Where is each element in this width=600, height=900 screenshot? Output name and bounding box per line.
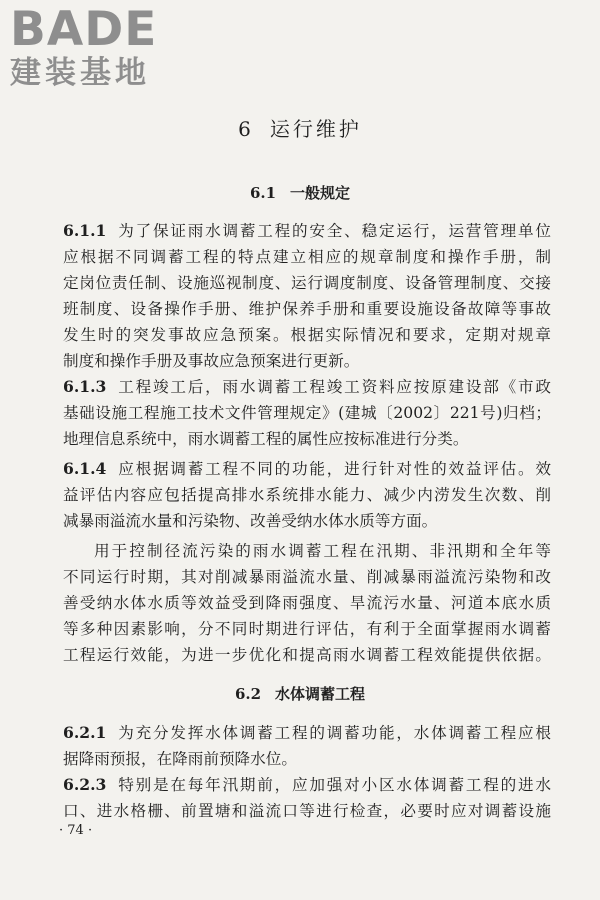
paragraph-text-line: 用于控制径流污染的雨水调蓄工程在汛期、非汛期和全年等 (94, 542, 551, 560)
chapter-heading (0, 113, 600, 142)
clause-text-line: 为了保证雨水调蓄工程的安全、稳定运行，运营管理单位 (116, 222, 551, 240)
clause-text-line: 为充分发挥水体调蓄工程的调蓄功能，水体调蓄工程应根 (116, 724, 551, 742)
section-title: 水体调蓄工程 (275, 685, 366, 703)
chapter-title: 运行维护 (269, 117, 362, 141)
clause-text-line: 特别是在每年汛期前，应加强对小区水体调蓄工程的进水 (116, 776, 551, 794)
logo-wordmark: BADE (10, 2, 158, 57)
bade-logo (10, 2, 180, 91)
clause-6-1-4 (63, 456, 551, 534)
clause-text-line: 基础设施工程施工技术文件管理规定》(建城〔2002〕221号)归档； (63, 404, 551, 422)
clause-text-line: 减暴雨溢流水量和污染物、改善受纳水体水质等方面。 (63, 512, 438, 530)
clause-6-1-1 (63, 218, 551, 374)
clause-text-line: 班制度、设备操作手册、维护保养手册和重要设施设备故障等事故 (63, 300, 551, 318)
clause-number: 6.1.4 (63, 459, 107, 478)
section-title: 一般规定 (290, 184, 351, 202)
page-number: · 74 · (59, 823, 93, 838)
clause-number: 6.2.3 (63, 775, 107, 794)
clause-text-line: 口、进水格栅、前置塘和溢流口等进行检查，必要时应对调蓄设施 (63, 802, 551, 820)
chapter-number: 6 (238, 117, 254, 141)
clause-6-2-3 (63, 772, 551, 824)
section-heading-6-2 (0, 683, 600, 704)
clause-6-2-1 (63, 720, 551, 772)
clause-text-line: 据降雨预报，在降雨前预降水位。 (63, 750, 297, 768)
clause-number: 6.2.1 (63, 723, 107, 742)
clause-number: 6.1.3 (63, 377, 107, 396)
clause-text-line: 益评估内容应包括提高排水系统排水能力、减少内涝发生次数、削 (63, 486, 551, 504)
clause-text-line: 定岗位责任制、设施巡视制度、运行调度制度、设备管理制度、交接 (63, 274, 551, 292)
logo-subtitle: 建装基地 (10, 55, 150, 91)
paragraph-text-line: 等多种因素影响，分不同时期进行评估，有利于全面掌握雨水调蓄 (63, 620, 551, 638)
section-number: 6.1 (249, 184, 277, 202)
paragraph-text-line: 不同运行时期，其对削减暴雨溢流水量、削减暴雨溢流污染物和改 (63, 568, 551, 586)
paragraph-text-line: 工程运行效能，为进一步优化和提高雨水调蓄工程效能提供依据。 (63, 646, 551, 664)
clause-number: 6.1.1 (63, 221, 107, 240)
clause-text-line: 制度和操作手册及事故应急预案进行更新。 (63, 352, 360, 370)
clause-text-line: 工程竣工后，雨水调蓄工程竣工资料应按原建设部《市政 (116, 378, 551, 396)
clause-text-line: 应根据调蓄工程不同的功能，进行针对性的效益评估。效 (116, 460, 551, 478)
clause-text-line: 地理信息系统中，雨水调蓄工程的属性应按标准进行分类。 (63, 430, 469, 448)
section-number: 6.2 (234, 685, 262, 703)
clause-text-line: 发生时的突发事故应急预案。根据实际情况和要求，定期对规章 (63, 326, 551, 344)
paragraph-text-line: 善受纳水体水质等效益受到降雨强度、旱流污水量、河道本底水质 (63, 594, 551, 612)
clause-6-1-3 (63, 374, 551, 452)
section-heading-6-1 (0, 182, 600, 203)
clause-text-line: 应根据不同调蓄工程的特点建立相应的规章制度和操作手册，制 (63, 248, 551, 266)
paragraph-6-1-4-continued (63, 538, 551, 668)
